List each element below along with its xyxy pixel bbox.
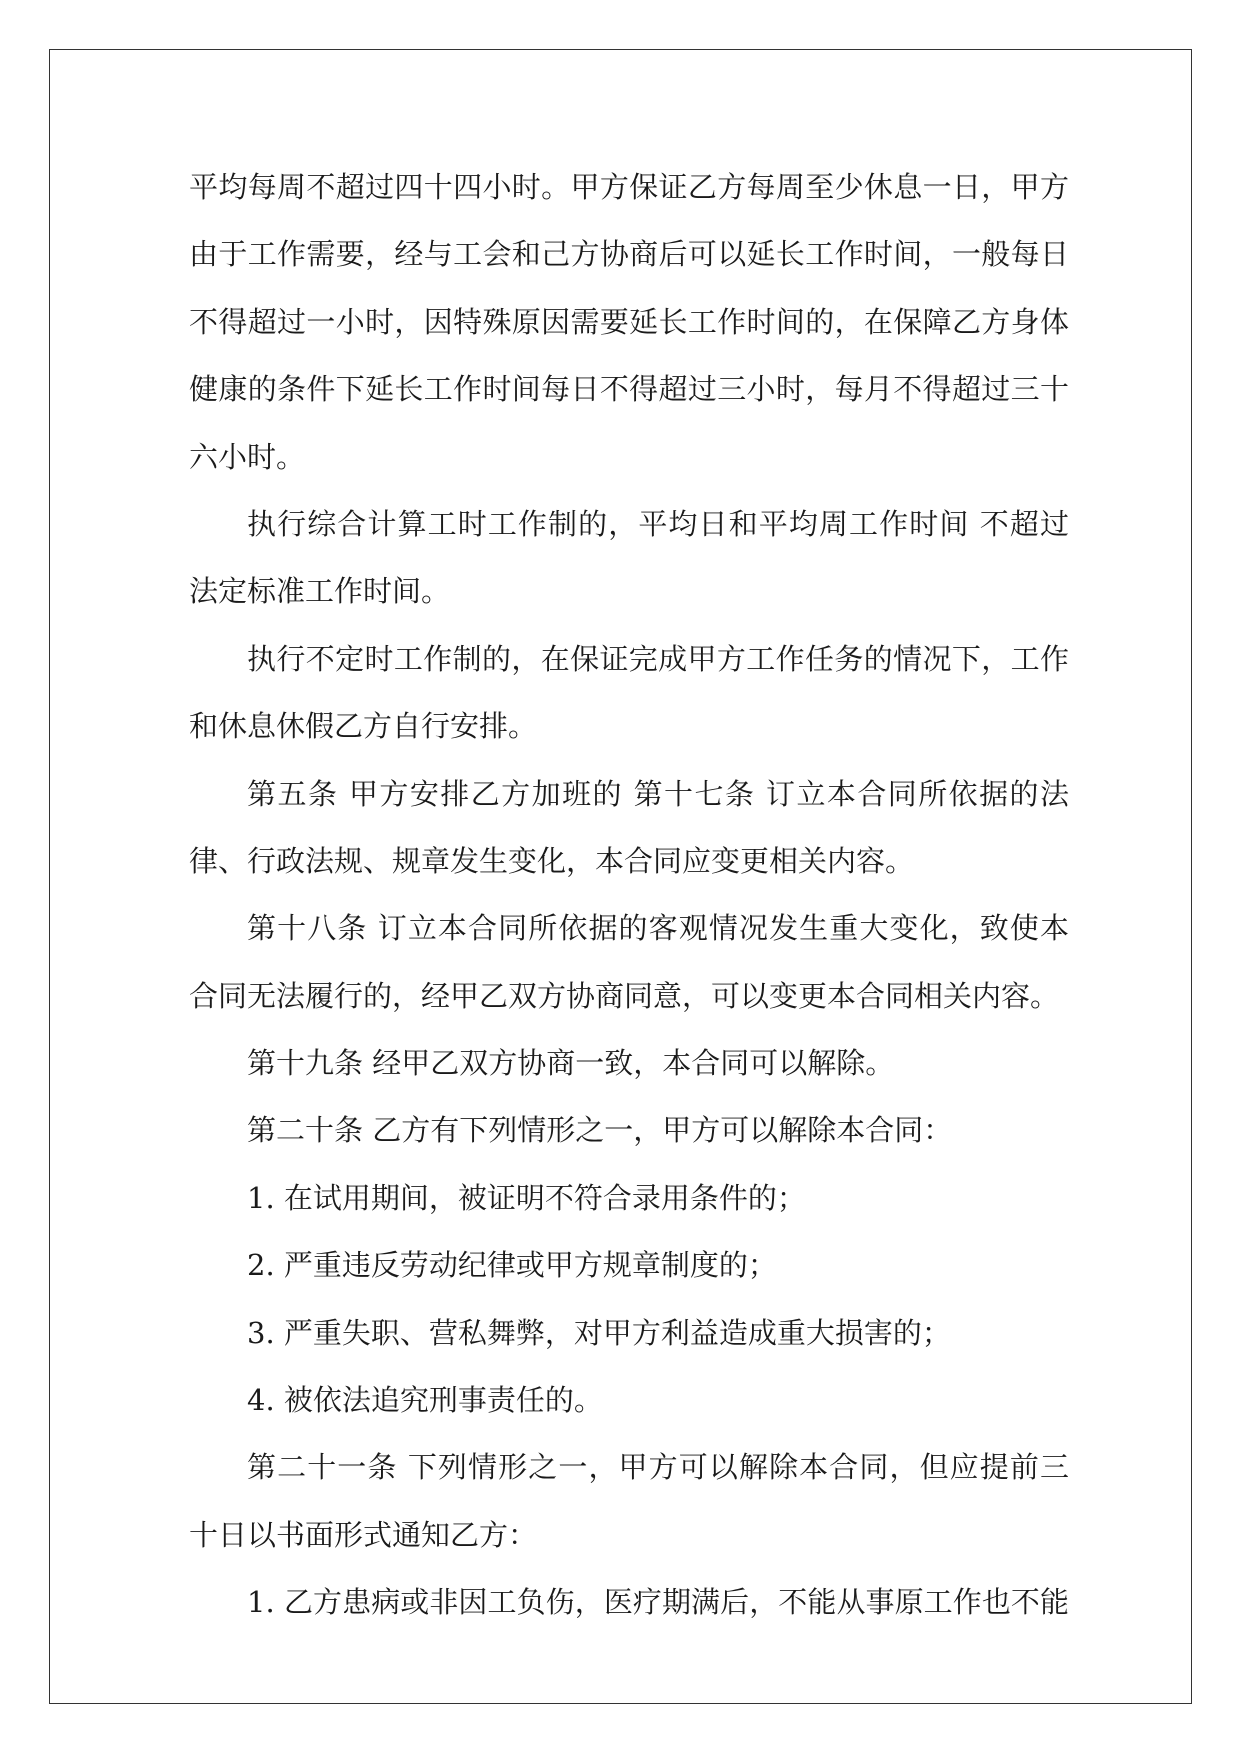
text-line: 律、行政法规、规章发生变化，本合同应变更相关内容。 [189,843,915,878]
text-line: 第五条 甲方安排乙方加班的 第十七条 订立本合同所依据的法 [247,776,1069,811]
list-item: 3. 严重失职、营私舞弊，对甲方利益造成重大损害的； [247,1315,951,1350]
list-item: 1. 在试用期间，被证明不符合录用条件的； [247,1180,806,1215]
text-line: 六小时。 [189,439,306,474]
text-line: 合同无法履行的，经甲乙双方协商同意，可以变更本合同相关内容。 [189,978,1060,1013]
text-line: 平均每周不超过四十四小时。甲方保证乙方每周至少休息一日，甲方 [189,170,1069,204]
text-line: 健康的条件下延长工作时间每日不得超过三小时，每月不得超过三十 [189,372,1069,407]
text-line: 第十九条 经甲乙双方协商一致，本合同可以解除。 [247,1046,895,1081]
text-line: 和休息休假乙方自行安排。 [189,709,538,744]
text-line: 第二十一条 下列情形之一，甲方可以解除本合同，但应提前三 [247,1450,1069,1485]
text-line: 由于工作需要，经与工会和己方协商后可以延长工作时间，一般每日 [189,237,1069,272]
text-line: 十日以书面形式通知乙方： [189,1517,538,1552]
text-line: 第十八条 订立本合同所依据的客观情况发生重大变化，致使本 [247,911,1069,946]
text-line: 第二十条 乙方有下列情形之一，甲方可以解除本合同： [247,1113,953,1148]
document-body [189,154,1069,1637]
text-line: 不得超过一小时，因特殊原因需要延长工作时间的，在保障乙方身体 [189,304,1069,339]
text-line: 执行不定时工作制的，在保证完成甲方工作任务的情况下，工作 [247,641,1069,676]
text-line: 法定标准工作时间。 [189,574,451,609]
list-item: 1. 乙方患病或非因工负伤，医疗期满后，不能从事原工作也不能 [247,1585,1069,1620]
list-item: 2. 严重违反劳动纪律或甲方规章制度的； [247,1248,777,1283]
list-item: 4. 被依法追究刑事责任的。 [247,1383,603,1418]
text-line: 执行综合计算工时工作制的，平均日和平均周工作时间 不超过 [247,506,1069,541]
